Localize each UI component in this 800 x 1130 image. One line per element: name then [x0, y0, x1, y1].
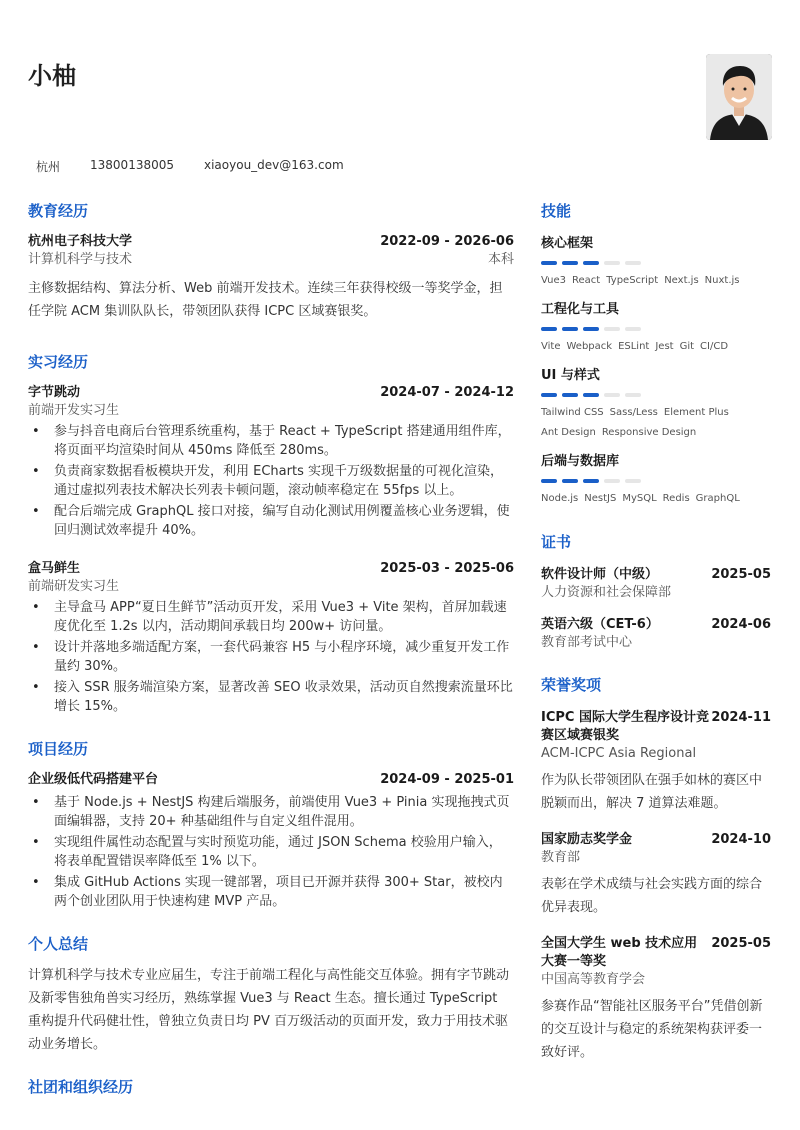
bullet-item: • 实现组件属性动态配置与实时预览功能，通过 JSON Schema 校验用户输入，将表单配置错误率降低至 1% 以下。 — [28, 833, 514, 871]
honor-date: 2024-11 — [711, 710, 771, 725]
skill-level-dot-empty — [604, 393, 620, 397]
certificate-issuer: 人力资源和社会保障部 — [541, 585, 672, 600]
certificate-date: 2024-06 — [711, 617, 771, 632]
internship-role-row — [28, 578, 514, 596]
skill-tags — [541, 403, 771, 443]
internship-entry — [28, 560, 514, 716]
education-degree: 本科 — [487, 252, 514, 267]
skill-level-dot-empty — [625, 261, 641, 265]
project-section — [28, 738, 514, 911]
skill-tag: Git — [679, 341, 695, 352]
honor-head — [541, 709, 771, 745]
honor-desc: 表彰在学术成绩与社会实践方面的综合优异表现。 — [541, 877, 763, 915]
honor-date: 2024-10 — [711, 832, 771, 847]
certificate-name: 英语六级（CET-6） — [541, 617, 659, 632]
internship-dates: 2024-07 - 2024-12 — [380, 385, 514, 400]
skill-tag: Node.js — [541, 493, 579, 504]
bullet-item: • 参与抖音电商后台管理系统重构，基于 React + TypeScript 搭建通用组件库，将页面平均渲染时间从 450ms 降低至 280ms。 — [28, 422, 514, 460]
bullet-item: • 负责商家数据看板模块开发，利用 ECharts 实现千万级数据量的可视化渲染，通过虚拟列表技术解决长列表卡顿问题，滚动帧率稳定在 55fps 以上。 — [28, 462, 514, 500]
education-head — [28, 233, 514, 251]
internship-head — [28, 384, 514, 402]
skill-tag: GraphQL — [695, 493, 740, 504]
internship-entry — [28, 384, 514, 540]
skill-tag: ESLint — [618, 341, 650, 352]
left-column — [28, 200, 514, 1111]
honor-name: 国家励志奖学金 — [541, 832, 633, 847]
certificates-title: 证书 — [541, 533, 572, 551]
education-desc: 主修数据结构、算法分析、Web 前端开发技术。连续三年获得校级一等奖学金，担任学院 ACM 集训队队长，带领团队获得 ICPC 区域赛银奖。 — [28, 281, 503, 319]
certificate-item — [541, 616, 771, 652]
clubs-title: 社团和组织经历 — [28, 1078, 134, 1096]
skill-tag: Ant Design — [541, 427, 596, 438]
internship-dates: 2025-03 - 2025-06 — [380, 561, 514, 576]
bullet-item: • 集成 GitHub Actions 实现一键部署，项目已开源并获得 300+ Star，被校内两个创业团队用于快速构建 MVP 产品。 — [28, 873, 514, 911]
bullet-item: • 接入 SSR 服务端渲染方案，显著改善 SEO 收录效果，活动页自然搜索流量环比增长 15%。 — [28, 678, 514, 716]
right-column — [541, 200, 771, 1064]
honor-desc: 参赛作品“智能社区服务平台”凭借创新的交互设计与稳定的系统架构获评委一致好评。 — [541, 999, 763, 1060]
skill-level-dot-empty — [604, 261, 620, 265]
skill-level-dot-empty — [625, 479, 641, 483]
honor-item — [541, 935, 771, 1064]
honor-date: 2025-05 — [711, 936, 771, 951]
skill-level-meter — [541, 479, 771, 483]
skill-level-meter — [541, 327, 771, 331]
bullet-item: • 设计并落地多端适配方案，一套代码兼容 H5 与小程序环境，减少重复开发工作量约 30%。 — [28, 638, 514, 676]
skill-level-dot-filled — [562, 393, 578, 397]
skill-tag: TypeScript — [606, 275, 659, 286]
skill-tags — [541, 337, 771, 357]
project-dates: 2024-09 - 2025-01 — [380, 772, 514, 787]
profile-photo — [706, 54, 772, 140]
honors-title: 荣誉奖项 — [541, 676, 602, 694]
certificate-issuer: 教育部考试中心 — [541, 635, 633, 650]
education-section — [28, 200, 514, 323]
skill-tag: Tailwind CSS — [541, 407, 604, 418]
honor-head — [541, 831, 771, 849]
skill-level-dot-filled — [583, 393, 599, 397]
skill-tag: Nuxt.js — [704, 275, 740, 286]
skill-level-dot-empty — [625, 327, 641, 331]
skill-tag: Jest — [655, 341, 674, 352]
skill-level-dot-filled — [541, 393, 557, 397]
honors-section — [541, 674, 771, 1064]
profile-photo-image — [706, 54, 772, 140]
skill-level-dot-filled — [541, 479, 557, 483]
certificate-head — [541, 566, 771, 584]
honor-head — [541, 935, 771, 971]
internship-role: 前端开发实习生 — [28, 403, 120, 418]
skill-level-dot-empty — [625, 393, 641, 397]
skills-list — [541, 235, 771, 509]
skill-group — [541, 235, 771, 291]
honor-org: ACM-ICPC Asia Regional — [541, 746, 697, 761]
contact-info — [36, 158, 344, 175]
skill-tag: Element Plus — [663, 407, 729, 418]
skill-group — [541, 453, 771, 509]
skill-tag: Webpack — [566, 341, 613, 352]
school-name: 杭州电子科技大学 — [28, 234, 133, 249]
education-dates: 2022-09 - 2026-06 — [380, 234, 514, 249]
honor-item — [541, 831, 771, 919]
skill-level-dot-filled — [583, 261, 599, 265]
internship-role-row — [28, 402, 514, 420]
education-major: 计算机科学与技术 — [28, 252, 133, 267]
skill-tag: MySQL — [622, 493, 657, 504]
skill-tags — [541, 489, 771, 509]
skill-level-dot-filled — [583, 327, 599, 331]
company-name: 盒马鲜生 — [28, 561, 81, 576]
skill-tag: Vite — [541, 341, 561, 352]
skill-level-dot-filled — [562, 479, 578, 483]
internship-role: 前端研发实习生 — [28, 579, 120, 594]
skill-tag: NestJS — [584, 493, 617, 504]
certificate-date: 2025-05 — [711, 567, 771, 582]
skill-level-dot-filled — [541, 327, 557, 331]
skill-level-meter — [541, 261, 771, 265]
skills-title: 技能 — [541, 202, 572, 220]
skill-tag: Vue3 — [541, 275, 567, 286]
company-name: 字节跳动 — [28, 385, 81, 400]
skill-tag: Responsive Design — [601, 427, 697, 438]
skill-group-name: 工程化与工具 — [541, 302, 620, 317]
skill-tag: React — [572, 275, 601, 286]
contact-city: 杭州 — [36, 160, 61, 174]
education-title: 教育经历 — [28, 202, 89, 220]
education-sub — [28, 251, 514, 269]
honor-org: 中国高等教育学会 — [541, 972, 646, 987]
skill-tag: Redis — [662, 493, 690, 504]
contact-phone: 13800138005 — [90, 158, 174, 172]
project-head — [28, 771, 514, 789]
skill-tag: Sass/Less — [609, 407, 658, 418]
internship-head — [28, 560, 514, 578]
honor-org: 教育部 — [541, 850, 581, 865]
skill-tag: Next.js — [664, 275, 699, 286]
skill-group — [541, 367, 771, 443]
bullet-item: • 主导盒马 APP“夏日生鲜节”活动页开发，采用 Vue3 + Vite 架构，首屏加载速度优化至 1.2s 以内，活动期间承载日均 200w+ 访问量。 — [28, 598, 514, 636]
candidate-name: 小柚 — [28, 62, 76, 90]
project-bullets — [28, 793, 514, 911]
skill-level-dot-filled — [562, 327, 578, 331]
summary-text: 计算机科学与技术专业应届生，专注于前端工程化与高性能交互体验。拥有字节跳动及新零售独角兽实习经历，熟练掌握 Vue3 与 React 生态。擅长通过 TypeScript 重构提升代码健壮性，曾独立负责日均 PV 百万级活动的页面开发，致力于用技术驱动业务增长。 — [28, 968, 510, 1052]
certificate-name: 软件设计师（中级） — [541, 567, 659, 582]
skill-group-name: UI 与样式 — [541, 368, 600, 383]
skill-tags — [541, 271, 771, 291]
honor-name: 全国大学生 web 技术应用大赛一等奖 — [541, 936, 698, 969]
internship-bullets — [28, 598, 514, 716]
skill-level-dot-filled — [562, 261, 578, 265]
certificate-item — [541, 566, 771, 602]
skill-level-dot-empty — [604, 479, 620, 483]
internship-section — [28, 351, 514, 716]
project-name: 企业级低代码搭建平台 — [28, 772, 159, 787]
skill-level-dot-empty — [604, 327, 620, 331]
bullet-item: • 配合后端完成 GraphQL 接口对接，编写自动化测试用例覆盖核心业务逻辑，使回归测试效率提升 40%。 — [28, 502, 514, 540]
honor-name: ICPC 国际大学生程序设计竞赛区域赛银奖 — [541, 710, 709, 743]
skill-tag: CI/CD — [700, 341, 729, 352]
certificates-section — [541, 531, 771, 652]
skill-group-name: 核心框架 — [541, 236, 594, 251]
summary-section — [28, 933, 514, 1056]
project-title: 项目经历 — [28, 740, 89, 758]
clubs-section — [28, 1076, 514, 1097]
honor-desc: 作为队长带领团队在强手如林的赛区中脱颖而出，解决 7 道算法难题。 — [541, 773, 763, 811]
bullet-item: • 基于 Node.js + NestJS 构建后端服务，前端使用 Vue3 + Pinia 实现拖拽式页面编辑器，支持 20+ 种基础组件与自定义组件混用。 — [28, 793, 514, 831]
summary-title: 个人总结 — [28, 935, 89, 953]
skill-level-dot-filled — [541, 261, 557, 265]
skill-level-meter — [541, 393, 771, 397]
skill-group — [541, 301, 771, 357]
skills-section — [541, 200, 771, 509]
honor-item — [541, 709, 771, 815]
internship-title: 实习经历 — [28, 353, 89, 371]
contact-email: xiaoyou_dev@163.com — [204, 158, 344, 172]
skill-group-name: 后端与数据库 — [541, 454, 620, 469]
internship-bullets — [28, 422, 514, 540]
skill-level-dot-filled — [583, 479, 599, 483]
certificate-head — [541, 616, 771, 634]
